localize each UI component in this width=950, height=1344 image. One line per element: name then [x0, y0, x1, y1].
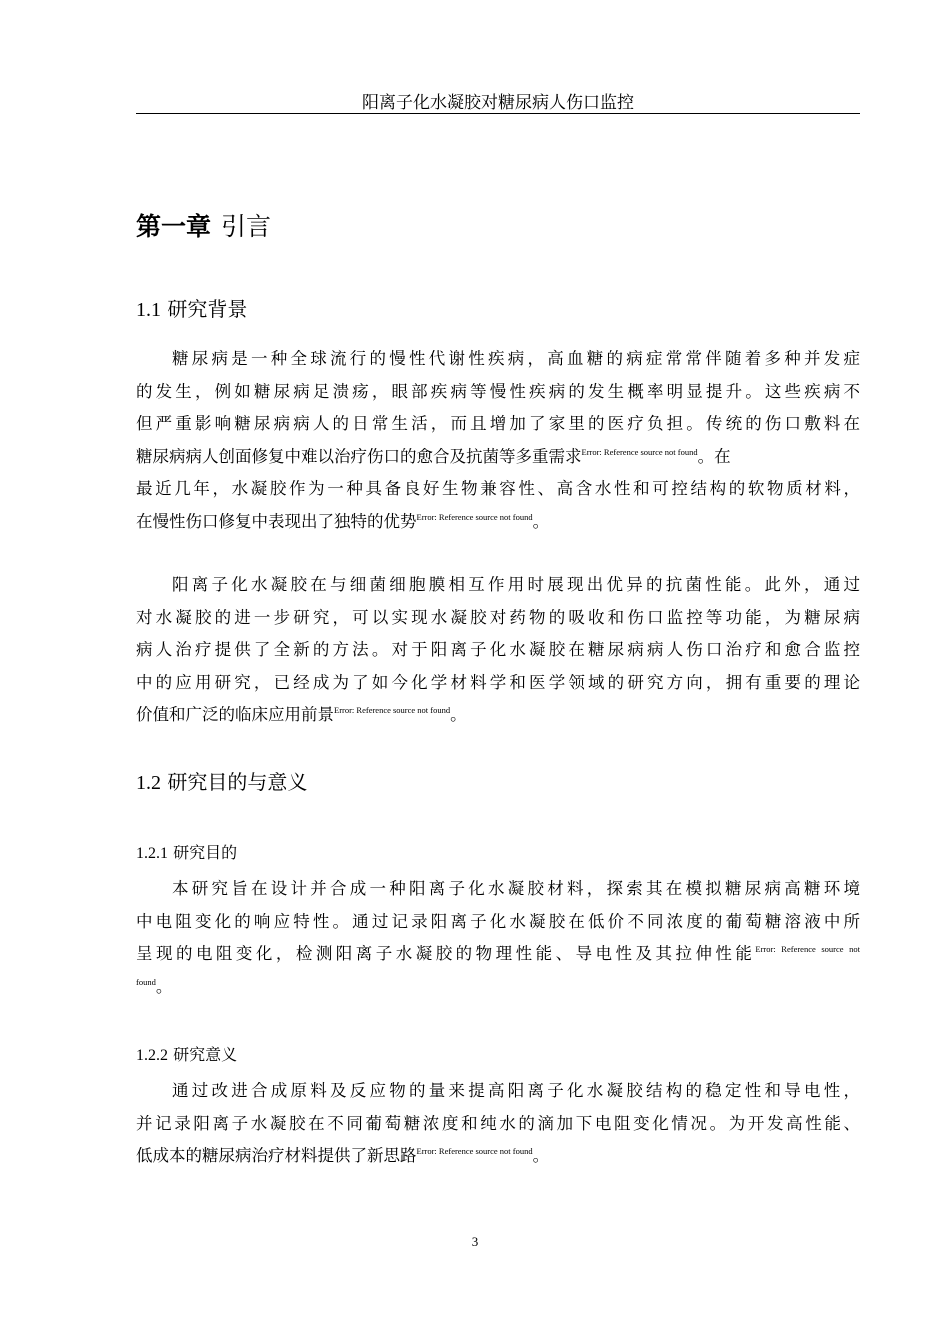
reference-error: Error: Reference source not	[755, 944, 860, 954]
text-line: 在慢性伤口修复中表现出了独特的优势$^{Error: Reference source not found}$。	[136, 511, 550, 531]
text-line: 最近几年，水凝胶作为一种具备良好生物兼容性、高含水性和可控结构的软物质材料，	[136, 479, 860, 498]
text-line: 对水凝胶的进一步研究，可以实现水凝胶对药物的吸收和伤口监控等功能，为糖尿病	[136, 607, 860, 627]
section-title: 研究目的与意义	[167, 770, 308, 794]
subsection-number: 1.2.2	[136, 1047, 168, 1064]
section-heading	[136, 294, 247, 325]
text-line: 病人治疗提供了全新的方法。对于阳离子化水凝胶在糖尿病病人伤口治疗和愈合监控	[136, 640, 860, 659]
reference-error: Error: Reference source not found	[416, 1146, 533, 1156]
subsection-heading	[136, 1043, 237, 1068]
text-line: 中的应用研究，已经成为了如今化学材料学和医学领域的研究方向，拥有重要的理论	[136, 672, 860, 692]
paragraph	[136, 873, 860, 1003]
text-line: 呈现的电阻变化，检测阳离子水凝胶的物理性能、导电性及其拉伸性能$^{Error: Reference source not}$	[136, 944, 860, 963]
text-line: 但严重影响糖尿病病人的日常生活，而且增加了家里的医疗负担。传统的伤口敷料在	[136, 414, 860, 433]
subsection-number: 1.2.1	[136, 845, 168, 862]
reference-error: Error: Reference source not found	[416, 511, 533, 522]
subsection-title: 研究目的	[173, 843, 238, 862]
chapter-heading	[136, 208, 271, 246]
paragraph	[136, 343, 860, 538]
text-line: 阳离子化水凝胶在与细菌细胞膜相互作用时展现出优异的抗菌性能。此外，通过	[172, 575, 860, 594]
reference-error: found	[136, 976, 156, 987]
running-header: 阳离子化水凝胶对糖尿病人伤口监控	[362, 93, 634, 113]
text-line: 中电阻变化的响应特性。通过记录阳离子化水凝胶在低价不同浓度的葡萄糖溶液中所	[136, 911, 860, 931]
text-line: 低成本的糖尿病治疗材料提供了新思路$^{Error: Reference source not found}$。	[136, 1146, 550, 1165]
text-line: 糖尿病是一种全球流行的慢性代谢性疾病，高血糖的病症常常伴随着多种并发症	[172, 349, 860, 368]
page-number: 3	[471, 1234, 479, 1249]
text-line: $^{found}$。	[136, 976, 173, 996]
chapter-title: 引言	[221, 212, 272, 241]
section-number: 1.1	[136, 299, 161, 321]
text-line: 本研究旨在设计并合成一种阳离子化水凝胶材料，探索其在模拟糖尿病高糖环境	[172, 879, 860, 898]
text-line: 通过改进合成原料及反应物的量来提高阳离子化水凝胶结构的稳定性和导电性，	[172, 1081, 860, 1100]
paragraph	[136, 569, 860, 732]
text-line: 的发生，例如糖尿病足溃疡，眼部疾病等慢性疾病的发生概率明显提升。这些疾病不	[136, 381, 860, 401]
section-heading	[136, 767, 307, 798]
reference-error: Error: Reference source not found	[581, 446, 698, 457]
chapter-number: 第一章	[136, 212, 212, 241]
subsection-heading	[136, 841, 237, 866]
text-line: 并记录阳离子水凝胶在不同葡萄糖浓度和纯水的滴加下电阻变化情况。为开发高性能、	[136, 1113, 860, 1133]
subsection-title: 研究意义	[173, 1045, 238, 1064]
section-number: 1.2	[136, 772, 161, 794]
text-line: 糖尿病病人创面修复中难以治疗伤口的愈合及抗菌等多重需求$^{Error: Reference source not found}$。在	[136, 446, 731, 466]
section-title: 研究背景	[167, 297, 248, 321]
paragraph	[136, 1075, 860, 1173]
text-line: 价值和广泛的临床应用前景$^{Error: Reference source not found}$。	[136, 705, 467, 724]
reference-error: Error: Reference source not found	[334, 705, 451, 715]
header-rule	[136, 113, 860, 114]
